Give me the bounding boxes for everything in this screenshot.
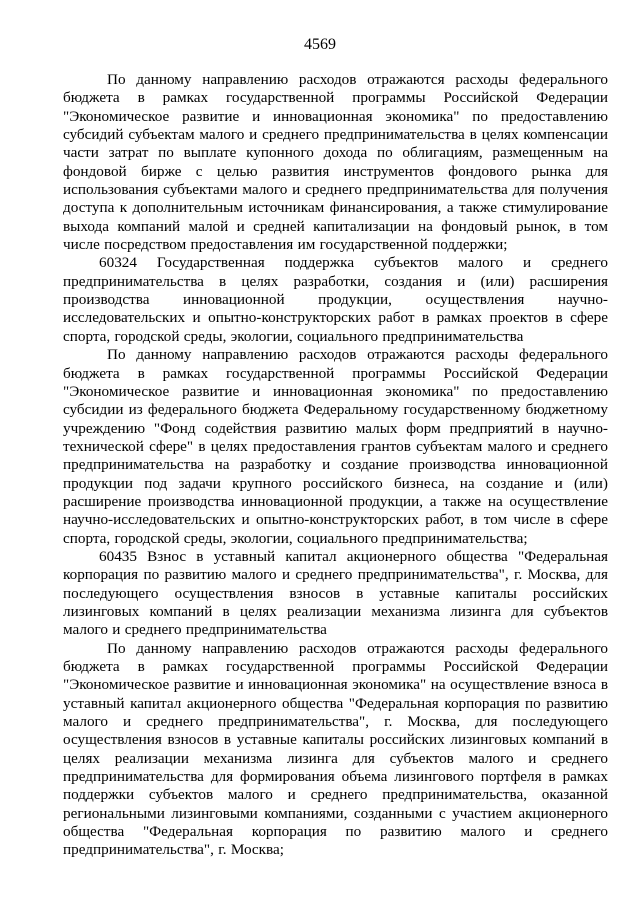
paragraph-subsidy-coupon-income: По данному направлению расходов отражаются расходы федерального бюджета в рамках государственной программы Российской Федерации "Экономическое развитие и инновационная экономика" по предоставлению субсидий субъектам малого и среднего предпринимательства в целях компенсации части затрат по выплате купонного дохода по облигациям, размещенным на фондовой бирже с целью развития инструментов фондового рынка для использования субъектами малого и среднего предпринимательства для получения доступа к дополнительным источникам финансирования, а также стимулирование выхода компаний малой и средней капитализации на фондовый рынок, в том числе посредством предоставления им государственной поддержки; (63, 71, 608, 254)
paragraph-code-60435: 60435 Взнос в уставный капитал акционерного общества "Федеральная корпорация по развитию малого и среднего предпринимательства", г. Москва, для последующего осуществления взносов в уставные капиталы российских лизинговых компаний в целях реализации механизма лизинга для субъектов малого и среднего предпринимательства (63, 547, 608, 639)
paragraph-code-60324: 60324 Государственная поддержка субъектов малого и среднего предпринимательства в целях разработки, создания и (или) расширения производства инновационной продукции, осуществления научно-исследовательских и опытно-конструкторских работ в рамках проектов в сфере спорта, городской среды, экологии, социального предпринимательства (63, 254, 608, 345)
page-number: 4569 (304, 36, 336, 53)
document-body (63, 71, 608, 860)
paragraph-subsidy-innovation-fund: По данному направлению расходов отражаются расходы федерального бюджета в рамках государственной программы Российской Федерации "Экономическое развитие и инновационная экономика" по предоставлению субсидии из федерального бюджета Федеральному государственному бюджетному учреждению "Фонд содействия развитию малых форм предприятий в научно-технической сфере" в целях предоставления грантов субъектам малого и среднего предпринимательства на разработку и создание производства инновационной продукции под задачи крупного российского бизнеса, на создание и (или) расширение производства инновационной продукции, а также на осуществление научно-исследовательских и опытно-конструкторских работ, в том числе в сфере спорта, городской среды, экологии, социального предпринимательства; (63, 346, 608, 547)
paragraph-capital-contribution: По данному направлению расходов отражаются расходы федерального бюджета в рамках государственной программы Российской Федерации "Экономическое развитие и инновационная экономика" на осуществление взноса в уставный капитал акционерного общества "Федеральная корпорация по развитию малого и среднего предпринимательства", г. Москва, для последующего осуществления взносов в уставные капиталы российских лизинговых компаний в целях реализации механизма лизинга для субъектов малого и среднего предпринимательства для формирования объема лизингового портфеля в рамках поддержки субъектов малого и среднего предпринимательства, оказанной региональными лизинговыми компаниями, созданными с участием акционерного общества "Федеральная корпорация по развитию малого и среднего предпринимательства", г. Москва; (63, 639, 608, 859)
